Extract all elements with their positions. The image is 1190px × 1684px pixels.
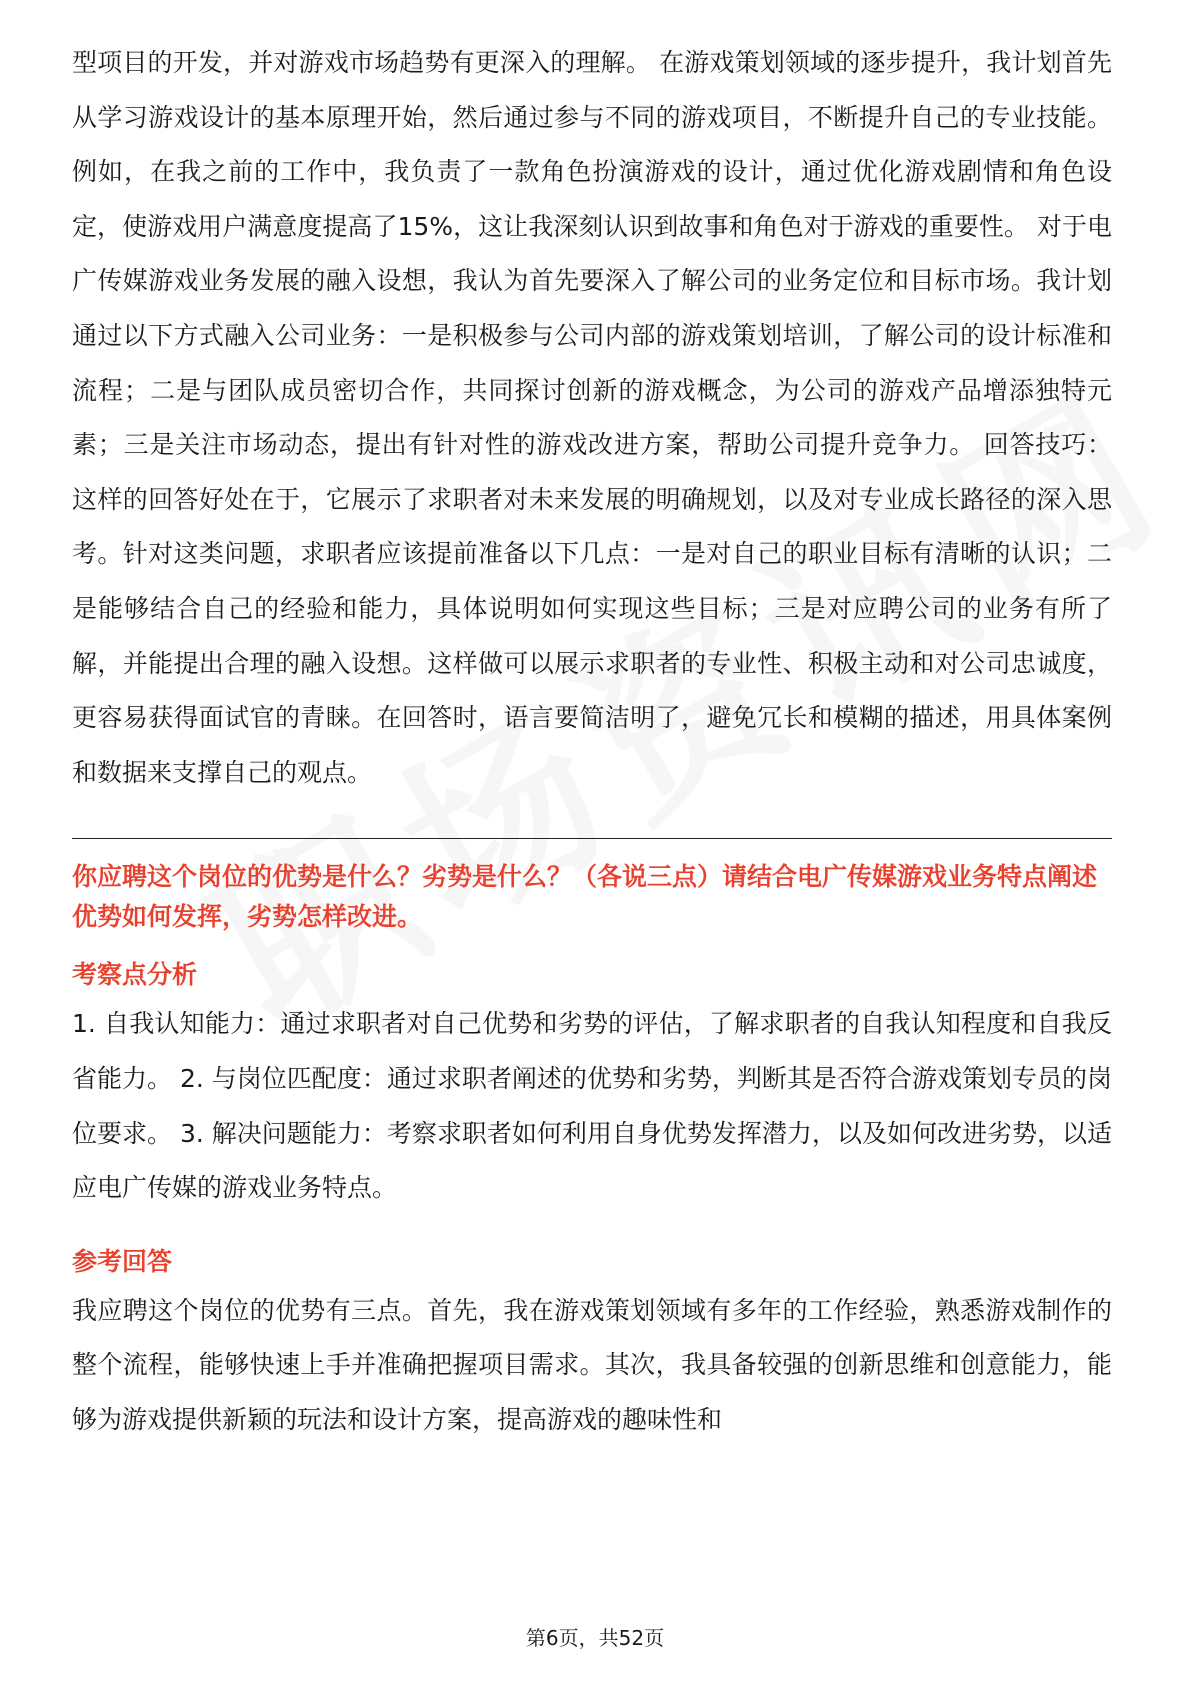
analysis-body: 1. 自我认知能力：通过求职者对自己优势和劣势的评估，了解求职者的自我认知程度和自我反省能力。 2. 与岗位匹配度：通过求职者阐述的优势和劣势，判断其是否符合游戏策划专员的岗位要求。 3. 解决问题能力：考察求职者如何利用自身优势发挥潜力，以及如何改进劣势，以适应电广传媒的游戏业务特点。 xyxy=(72,1009,1112,1203)
reference-heading: 参考回答 xyxy=(72,1246,173,1276)
interview-question: 你应聘这个岗位的优势是什么？劣势是什么？（各说三点）请结合电广传媒游戏业务特点阐述优势如何发挥，劣势怎样改进。 xyxy=(72,862,1098,932)
page-number: 第6页，共52页 xyxy=(525,1626,665,1650)
section-divider xyxy=(72,838,1112,839)
reference-body: 我应聘这个岗位的优势有三点。首先，我在游戏策划领域有多年的工作经验，熟悉游戏制作的整个流程，能够快速上手并准确把握项目需求。其次，我具备较强的创新思维和创意能力，能够为游戏提供新颖的玩法和设计方案，提高游戏的趣味性和 xyxy=(72,1295,1112,1434)
analysis-heading: 考察点分析 xyxy=(72,960,198,990)
document-page xyxy=(72,36,1112,1447)
continuation-paragraph: 型项目的开发，并对游戏市场趋势有更深入的理解。 在游戏策划领域的逐步提升，我计划首先从学习游戏设计的基本原理开始，然后通过参与不同的游戏项目，不断提升自己的专业技能。例如，在我之前的工作中，我负责了一款角色扮演游戏的设计，通过优化游戏剧情和角色设定，使游戏用户满意度提高了15%，这让我深刻认识到故事和角色对于游戏的重要性。 对于电广传媒游戏业务发展的融入设想，我认为首先要深入了解公司的业务定位和目标市场。我计划通过以下方式融入公司业务：一是积极参与公司内部的游戏策划培训，了解公司的设计标准和流程；二是与团队成员密切合作，共同探讨创新的游戏概念，为公司的游戏产品增添独特元素；三是关注市场动态，提出有针对性的游戏改进方案，帮助公司提升竞争力。 回答技巧： 这样的回答好处在于，它展示了求职者对未来发展的明确规划，以及对专业成长路径的深入思考。针对这类问题，求职者应该提前准备以下几点：一是对自己的职业目标有清晰的认识；二是能够结合自己的经验和能力，具体说明如何实现这些目标；三是对应聘公司的业务有所了解，并能提出合理的融入设想。这样做可以展示求职者的专业性、积极主动和对公司忠诚度，更容易获得面试官的青睐。在回答时，语言要简洁明了，避免冗长和模糊的描述，用具体案例和数据来支撑自己的观点。 xyxy=(72,48,1112,787)
